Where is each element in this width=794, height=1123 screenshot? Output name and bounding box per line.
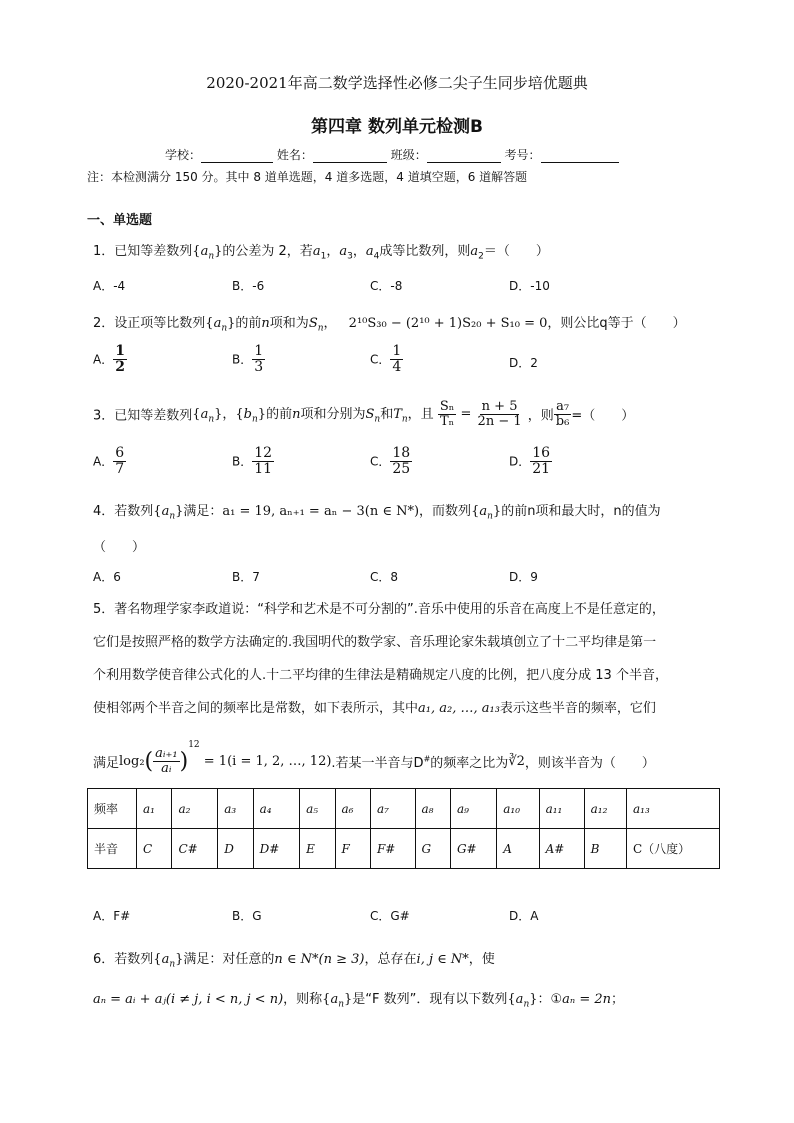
q1-text-b: 的公差为 2，若$a_1$，$a_3$，$a_4$成等比数列，则$a_2=$（ ） (222, 244, 549, 262)
q3-d-label: D． (509, 454, 531, 469)
q5-line-1: 5．著名物理学家李政道说：“科学和艺术是不可分割的”.音乐中使用的乐音在高度上不是任意定的， (93, 602, 665, 617)
q3-d-num: 16 (532, 445, 551, 461)
q3-ab-num: a₇ (556, 399, 570, 414)
q6-line2-a: ，则称 (283, 992, 323, 1007)
q2-b-fraction (252, 344, 265, 374)
name-label: 姓名： (276, 148, 313, 162)
q5-line5-c-text: .若某一半音与D (331, 756, 424, 771)
q6-seq: $\{a_n\}$ (153, 952, 184, 970)
q6-line1-math: n ∈ N*(n ≥ 3) (274, 952, 365, 967)
q4-text-b: 满足： (183, 504, 223, 519)
q2-b-den: 3 (254, 358, 264, 375)
question-4-stem (93, 500, 661, 522)
q3-text-e: ，则 (527, 408, 554, 424)
q1-seq-open: $\{a_n\}$ (192, 244, 223, 262)
q3-b-label: B． (232, 454, 253, 469)
q2-text-b: 的前n项和为$S_n$， (235, 316, 337, 334)
q5-line5-d: 的频率之比为 (430, 756, 509, 771)
q6-line-1 (93, 948, 495, 970)
q6-line2-d: ； (611, 992, 625, 1007)
q5-paren-open: ( (144, 749, 154, 774)
q4-option-b[interactable]: B．7 (232, 570, 260, 584)
table-cell: F# (370, 829, 415, 869)
q3-text-b: 的前n项和分别为$S_n$和$T_n$，且 (266, 407, 434, 425)
table-row-semitone (88, 829, 720, 869)
q4-option-a[interactable]: A．6 (93, 570, 121, 584)
q5-log: log₂ (119, 754, 145, 769)
q2-a-label: A． (93, 352, 114, 367)
q6-seq3: $\{a_n\}$ (507, 992, 538, 1010)
q5-line4-b: 表示这些半音的频率，它们 (499, 701, 656, 716)
q2-option-a[interactable] (93, 344, 127, 374)
q5-option-d[interactable]: D．A (509, 909, 539, 923)
q4-option-c[interactable]: C．8 (370, 570, 399, 584)
q3-option-d[interactable] (509, 446, 552, 476)
q5-line-5 (93, 740, 655, 776)
q4-text-a: 4．若数列 (93, 504, 154, 519)
q2-c-fraction (390, 344, 403, 374)
table-cell: a₁₁ (539, 789, 584, 829)
q6-line1-d: ，使 (468, 952, 495, 967)
q5-line4-math: a₁, a₂, …, a₁₃ (418, 701, 500, 716)
school-blank[interactable] (201, 150, 273, 163)
table-cell: a₄ (253, 789, 299, 829)
table-cell: a₅ (300, 789, 335, 829)
q6-line2-c: ：① (537, 992, 563, 1007)
exam-note: 注：本检测满分 150 分。其中 8 道单选题，4 道多选题，4 道填空题，6 道解答题 (87, 170, 528, 184)
q3-b-num: 12 (254, 445, 273, 461)
q5-line-3: 个利用数学使音律公式化的人.十二平均律的生律法是精确规定八度的比例，把八度分成 13 个半音， (93, 668, 668, 683)
q4-formula: a₁ = 19, aₙ₊₁ = aₙ − 3(n ∈ N*) (222, 504, 420, 519)
q3-c-fraction (390, 446, 412, 476)
table-cell: a₁₀ (497, 789, 539, 829)
q5-option-c[interactable]: C．G# (370, 909, 410, 923)
q6-line-2 (93, 988, 624, 1010)
table-cell: C（八度） (627, 829, 720, 869)
table-cell: C (137, 829, 172, 869)
q6-seq2: $\{a_n\}$ (322, 992, 353, 1010)
q3-st-den: Tₙ (439, 413, 455, 429)
q5-line5-a: 满足 (93, 756, 120, 771)
q3-text-a: 3．已知等差数列 (93, 408, 193, 424)
q3-option-a[interactable] (93, 446, 126, 476)
q2-option-b[interactable] (232, 344, 265, 374)
q2-option-c[interactable] (370, 344, 403, 374)
table-row-frequency (88, 789, 720, 829)
table-cell: A# (539, 829, 584, 869)
table-cell: D# (253, 829, 299, 869)
table-cell: a₃ (218, 789, 253, 829)
q3-ratio-n (476, 400, 524, 428)
table-cell: a₉ (450, 789, 496, 829)
q4-answer-paren: （ ） (93, 540, 146, 555)
q5-line4-a: 使相邻两个半音之间的频率比是常数，如下表所示，其中 (93, 701, 419, 716)
table-cell: A (497, 829, 539, 869)
class-blank[interactable] (427, 150, 501, 163)
q2-a-fraction (113, 344, 127, 374)
table-cell: G# (450, 829, 496, 869)
q2-option-d[interactable]: D．2 (509, 356, 538, 370)
chapter-title: 第四章 数列单元检测B (311, 117, 483, 137)
q3-ab-den: b₆ (555, 413, 570, 429)
q2-a-den: 2 (115, 358, 125, 375)
q6-line1-c: ，总存在 (364, 952, 417, 967)
q4-seq: $\{a_n\}$ (153, 504, 184, 522)
q2-c-label: C． (370, 352, 391, 367)
table-cell: a₂ (172, 789, 218, 829)
q2-c-den: 4 (392, 358, 402, 375)
q2-formula: 2¹⁰S₃₀ − (2¹⁰ + 1)S₂₀ + S₁₀ = 0 (348, 316, 548, 331)
table-cell: B (584, 829, 626, 869)
class-label: 班级： (390, 148, 427, 162)
q3-option-c[interactable] (370, 446, 412, 476)
q6-line1-a: 6．若数列 (93, 952, 154, 967)
q3-ratio-st (438, 400, 457, 428)
q3-c-den: 25 (392, 460, 411, 477)
question-3-stem (93, 400, 634, 428)
exam-no-label: 考号： (504, 148, 541, 162)
q5-cube-root: ∛2 (508, 754, 525, 769)
section-title-single-choice: 一、单选题 (87, 213, 153, 228)
q5-line5-b: = 1(i = 1, 2, …, 12) (203, 754, 332, 769)
q3-text-f: =（ ） (571, 408, 635, 424)
q1-option-a[interactable]: A．-4 (93, 279, 126, 293)
q3-d-den: 21 (532, 460, 551, 477)
q1-option-b[interactable]: B．-6 (232, 279, 265, 293)
table-cell: C# (172, 829, 218, 869)
semitone-frequency-table (87, 788, 720, 869)
table-cell: a₁ (137, 789, 172, 829)
table-cell: F (335, 829, 370, 869)
student-info-line (165, 146, 619, 163)
q5-sharp: # (423, 754, 431, 764)
q5-line-2: 它们是按照严格的数学方法确定的.我国明代的数学家、音乐理论家朱载填创立了十二平均律是第一 (93, 635, 657, 650)
q3-c-label: C． (370, 454, 391, 469)
q5-line5-c (331, 756, 430, 771)
q5-log-num: aᵢ₊₁ (155, 746, 178, 762)
q3-ratio-ab (554, 400, 572, 428)
table-cell: D (218, 829, 253, 869)
q5-paren-close: ) (179, 749, 189, 774)
q4-text-d: 的前n项和最大时，n的值为 (501, 504, 661, 519)
question-1-stem (93, 240, 549, 262)
series-title: 2020-2021年高二数学选择性必修二尖子生同步培优题典 (206, 74, 588, 92)
q1-option-c[interactable]: C．-8 (370, 279, 403, 293)
q1-option-d[interactable]: D．-10 (509, 279, 550, 293)
q3-b-den: 11 (254, 460, 273, 477)
q3-seqs: $\{a_n\}$，$\{b_n\}$ (192, 407, 267, 425)
q2-a-num: 1 (115, 343, 125, 359)
q3-a-fraction (113, 446, 126, 476)
table-cell: G (415, 829, 450, 869)
q3-st-num: Sₙ (439, 399, 455, 414)
q2-text-a: 2．设正项等比数列 (93, 316, 206, 331)
q2-seq: $\{a_n\}$ (205, 316, 236, 334)
q2-b-num: 1 (254, 343, 264, 359)
q3-n-den: 2n − 1 (477, 413, 522, 429)
table-cell: a₆ (335, 789, 370, 829)
q5-log-exp: 12 (188, 740, 200, 750)
q3-n-num: n + 5 (481, 399, 518, 414)
q4-text-c: ，而数列 (419, 504, 472, 519)
q5-line-4 (93, 697, 656, 716)
exam-no-blank[interactable] (541, 150, 619, 163)
q6-line2-math: aₙ = aᵢ + aⱼ(i ≠ j, i < n, j < n) (93, 992, 284, 1007)
q5-log-den: aᵢ (161, 761, 172, 776)
table-cell: a₁₂ (584, 789, 626, 829)
table-header-semitone: 半音 (88, 829, 137, 869)
q2-c-num: 1 (392, 343, 402, 359)
q5-option-b[interactable]: B．G (232, 909, 262, 923)
q2-text-c: ，则公比q等于（ ） (547, 316, 686, 331)
q3-b-fraction (252, 446, 274, 476)
q6-line1-math2: i, j ∈ N* (416, 952, 469, 967)
q5-line5-e: ，则该半音为（ ） (524, 756, 655, 771)
q3-eq: = (460, 406, 472, 422)
q3-option-b[interactable] (232, 446, 274, 476)
q3-a-den: 7 (115, 460, 125, 477)
q3-d-fraction (530, 446, 552, 476)
question-2-stem (93, 312, 686, 334)
school-label: 学校： (165, 148, 202, 162)
table-cell: a₈ (415, 789, 450, 829)
table-cell: a₇ (370, 789, 415, 829)
q2-b-label: B． (232, 352, 253, 367)
table-header-frequency: 频率 (88, 789, 137, 829)
q1-text-a: 1．已知等差数列 (93, 244, 193, 259)
q5-option-a[interactable]: A．F# (93, 909, 131, 923)
q5-log-fraction (153, 747, 179, 775)
table-cell: E (300, 829, 335, 869)
q6-line2-math2: aₙ = 2n (562, 992, 611, 1007)
q3-c-num: 18 (392, 445, 411, 461)
q3-a-label: A． (93, 454, 114, 469)
q6-line2-b: 是“F 数列”．现有以下数列 (352, 992, 508, 1007)
name-blank[interactable] (313, 150, 387, 163)
q4-option-d[interactable]: D．9 (509, 570, 538, 584)
q3-a-num: 6 (115, 445, 125, 461)
q6-line1-b: 满足：对任意的 (183, 952, 275, 967)
q4-seq2: $\{a_n\}$ (471, 504, 502, 522)
table-cell: a₁₃ (627, 789, 720, 829)
